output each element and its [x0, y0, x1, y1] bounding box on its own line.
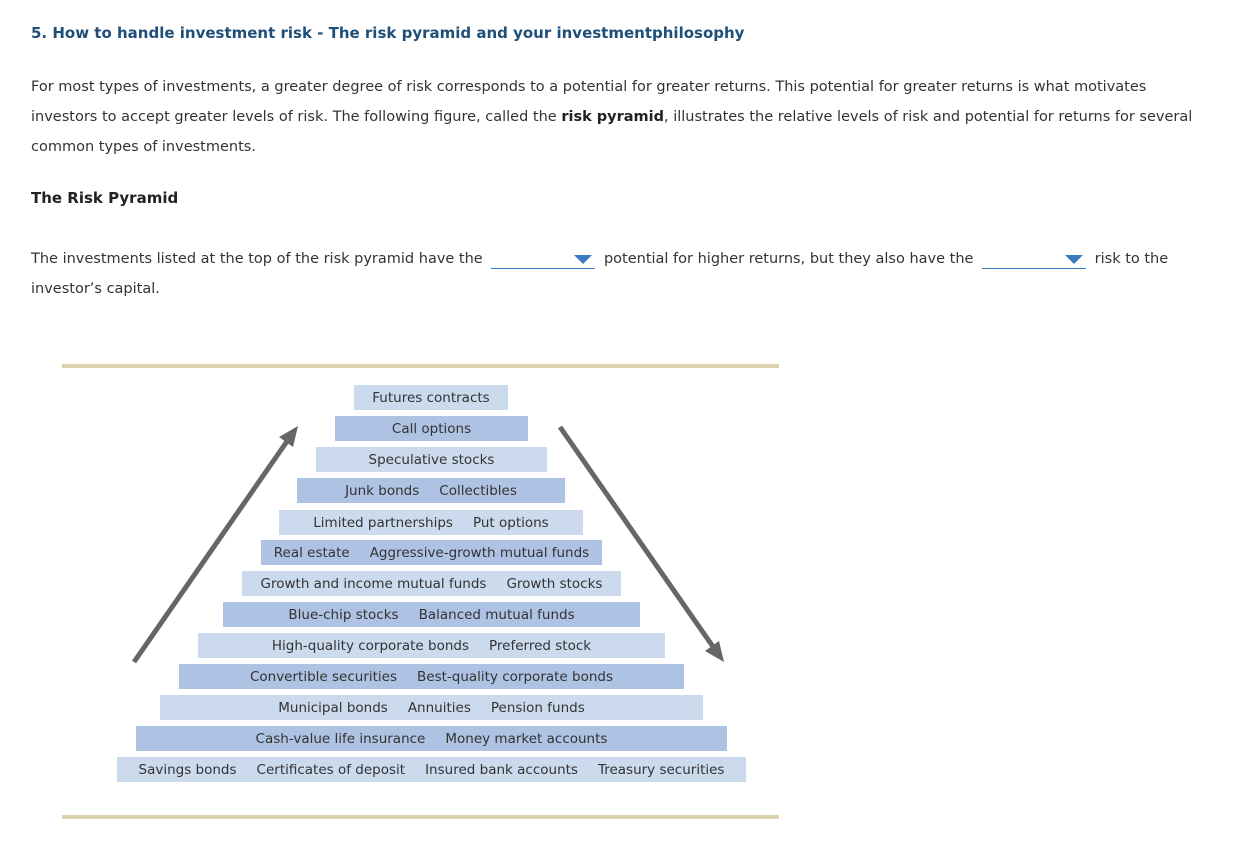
- pyramid-item: Treasury securities: [597, 761, 725, 778]
- pyramid-item: Cash-value life insurance: [255, 730, 426, 747]
- pyramid-item: Municipal bonds: [278, 699, 388, 716]
- pyramid-item: Savings bonds: [138, 761, 237, 778]
- intro-bold-term: risk pyramid: [561, 109, 664, 125]
- question-title: 5. How to handle investment risk - The risk pyramid and your investmentphilosophy: [31, 24, 745, 42]
- caret-down-icon: [574, 255, 592, 264]
- pyramid-item: Money market accounts: [445, 730, 608, 747]
- pyramid-item: Convertible securities: [249, 668, 398, 685]
- fill-in-sentence: [31, 244, 1216, 304]
- risk-up-arrow-icon: [134, 426, 298, 662]
- pyramid-item: Preferred stock: [489, 637, 592, 654]
- pyramid-item: Speculative stocks: [368, 451, 495, 468]
- pyramid-item: Growth stocks: [506, 575, 603, 592]
- pyramid-item: Annuities: [407, 699, 471, 716]
- pyramid-item: Pension funds: [490, 699, 585, 716]
- pyramid-item: Certificates of deposit: [256, 761, 406, 778]
- pyramid-item: Best-quality corporate bonds: [417, 668, 614, 685]
- pyramid-item: Balanced mutual funds: [418, 606, 575, 623]
- pyramid-item: Call options: [391, 420, 472, 437]
- risk-dropdown[interactable]: [982, 248, 1086, 269]
- intro-text-2: , illustrates the relative levels of risk and potential for returns for several common types of investments.: [31, 109, 1193, 155]
- pyramid-item: Blue-chip stocks: [288, 606, 399, 623]
- pyramid-item: Insured bank accounts: [425, 761, 578, 778]
- pyramid-item: Real estate: [273, 544, 350, 561]
- pyramid-item: Junk bonds: [345, 482, 420, 499]
- pyramid-item: Limited partnerships: [313, 514, 453, 531]
- pyramid-item: Put options: [472, 514, 549, 531]
- fill-text-2: potential for higher returns, but they also have the: [603, 251, 974, 267]
- fill-text-3: risk to the investor’s capital.: [31, 251, 1169, 297]
- pyramid-arrows: [117, 383, 746, 785]
- returns-dropdown[interactable]: [491, 248, 595, 269]
- caret-down-icon: [1065, 255, 1083, 264]
- figure-title: The Risk Pyramid: [31, 189, 179, 207]
- pyramid-item: Aggressive-growth mutual funds: [369, 544, 590, 561]
- fill-text-1: The investments listed at the top of the risk pyramid have the: [31, 251, 483, 267]
- pyramid-item: Collectibles: [439, 482, 517, 499]
- figure-top-rule: [62, 364, 779, 368]
- intro-paragraph: [31, 72, 1206, 162]
- pyramid-item: Futures contracts: [372, 389, 490, 406]
- figure-bottom-rule: [62, 815, 779, 819]
- intro-text-1: For most types of investments, a greater degree of risk corresponds to a potential for greater returns. This potential for greater returns is what motivates investors to accept greater levels of risk. The following figure, called the: [31, 79, 1147, 125]
- risk-down-arrow-icon: [560, 427, 724, 662]
- pyramid-item: Growth and income mutual funds: [260, 575, 487, 592]
- pyramid-item: High-quality corporate bonds: [271, 637, 470, 654]
